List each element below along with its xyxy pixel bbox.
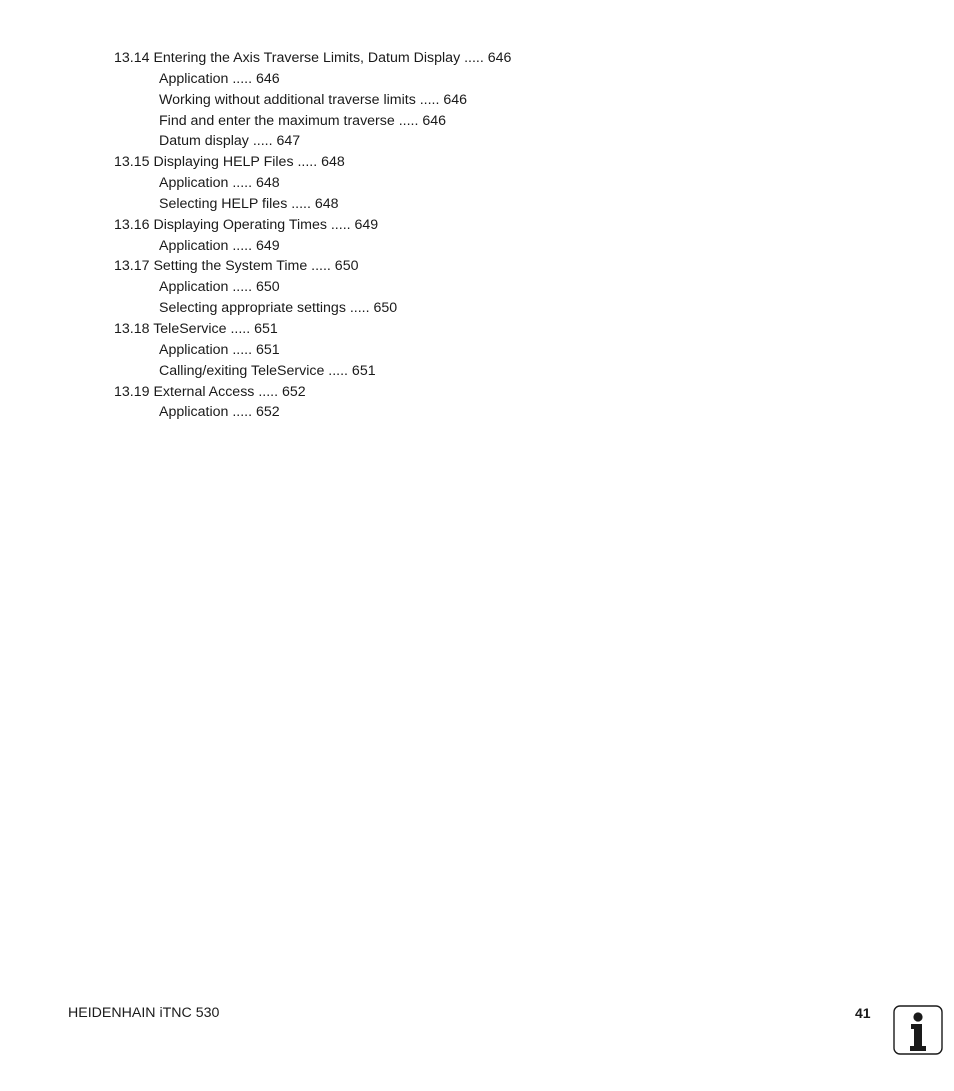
toc-subsection-entry: Application ..... 651 <box>159 341 280 358</box>
toc-subsection-entry: Calling/exiting TeleService ..... 651 <box>159 362 376 379</box>
info-icon <box>893 1005 943 1055</box>
toc-section-entry: 13.19 External Access ..... 652 <box>114 383 306 400</box>
toc-subsection-entry: Find and enter the maximum traverse ..... 646 <box>159 112 447 129</box>
toc-subsection-entry: Application ..... 652 <box>159 404 280 421</box>
toc-subsection-entry: Datum display ..... 647 <box>159 133 301 150</box>
toc-subsection-entry: Application ..... 648 <box>159 175 280 192</box>
toc-section-entry: 13.15 Displaying HELP Files ..... 648 <box>114 154 345 171</box>
toc-section-entry: 13.18 TeleService ..... 651 <box>114 320 278 337</box>
toc-subsection-entry: Selecting HELP files ..... 648 <box>159 195 339 212</box>
toc-section-entry: 13.16 Displaying Operating Times ..... 649 <box>114 216 379 233</box>
toc-section-entry: 13.17 Setting the System Time ..... 650 <box>114 258 359 275</box>
page-number: 41 <box>855 1005 871 1021</box>
footer-title: HEIDENHAIN iTNC 530 <box>68 1005 220 1021</box>
toc-subsection-entry: Application ..... 650 <box>159 279 280 296</box>
toc-subsection-entry: Working without additional traverse limits ..... 646 <box>159 91 468 108</box>
table-of-contents <box>114 48 511 423</box>
toc-subsection-entry: Selecting appropriate settings ..... 650 <box>159 300 398 317</box>
toc-section-entry: 13.14 Entering the Axis Traverse Limits, Datum Display ..... 646 <box>114 50 512 66</box>
toc-subsection-entry: Application ..... 646 <box>159 70 280 87</box>
toc-subsection-entry: Application ..... 649 <box>159 237 280 254</box>
